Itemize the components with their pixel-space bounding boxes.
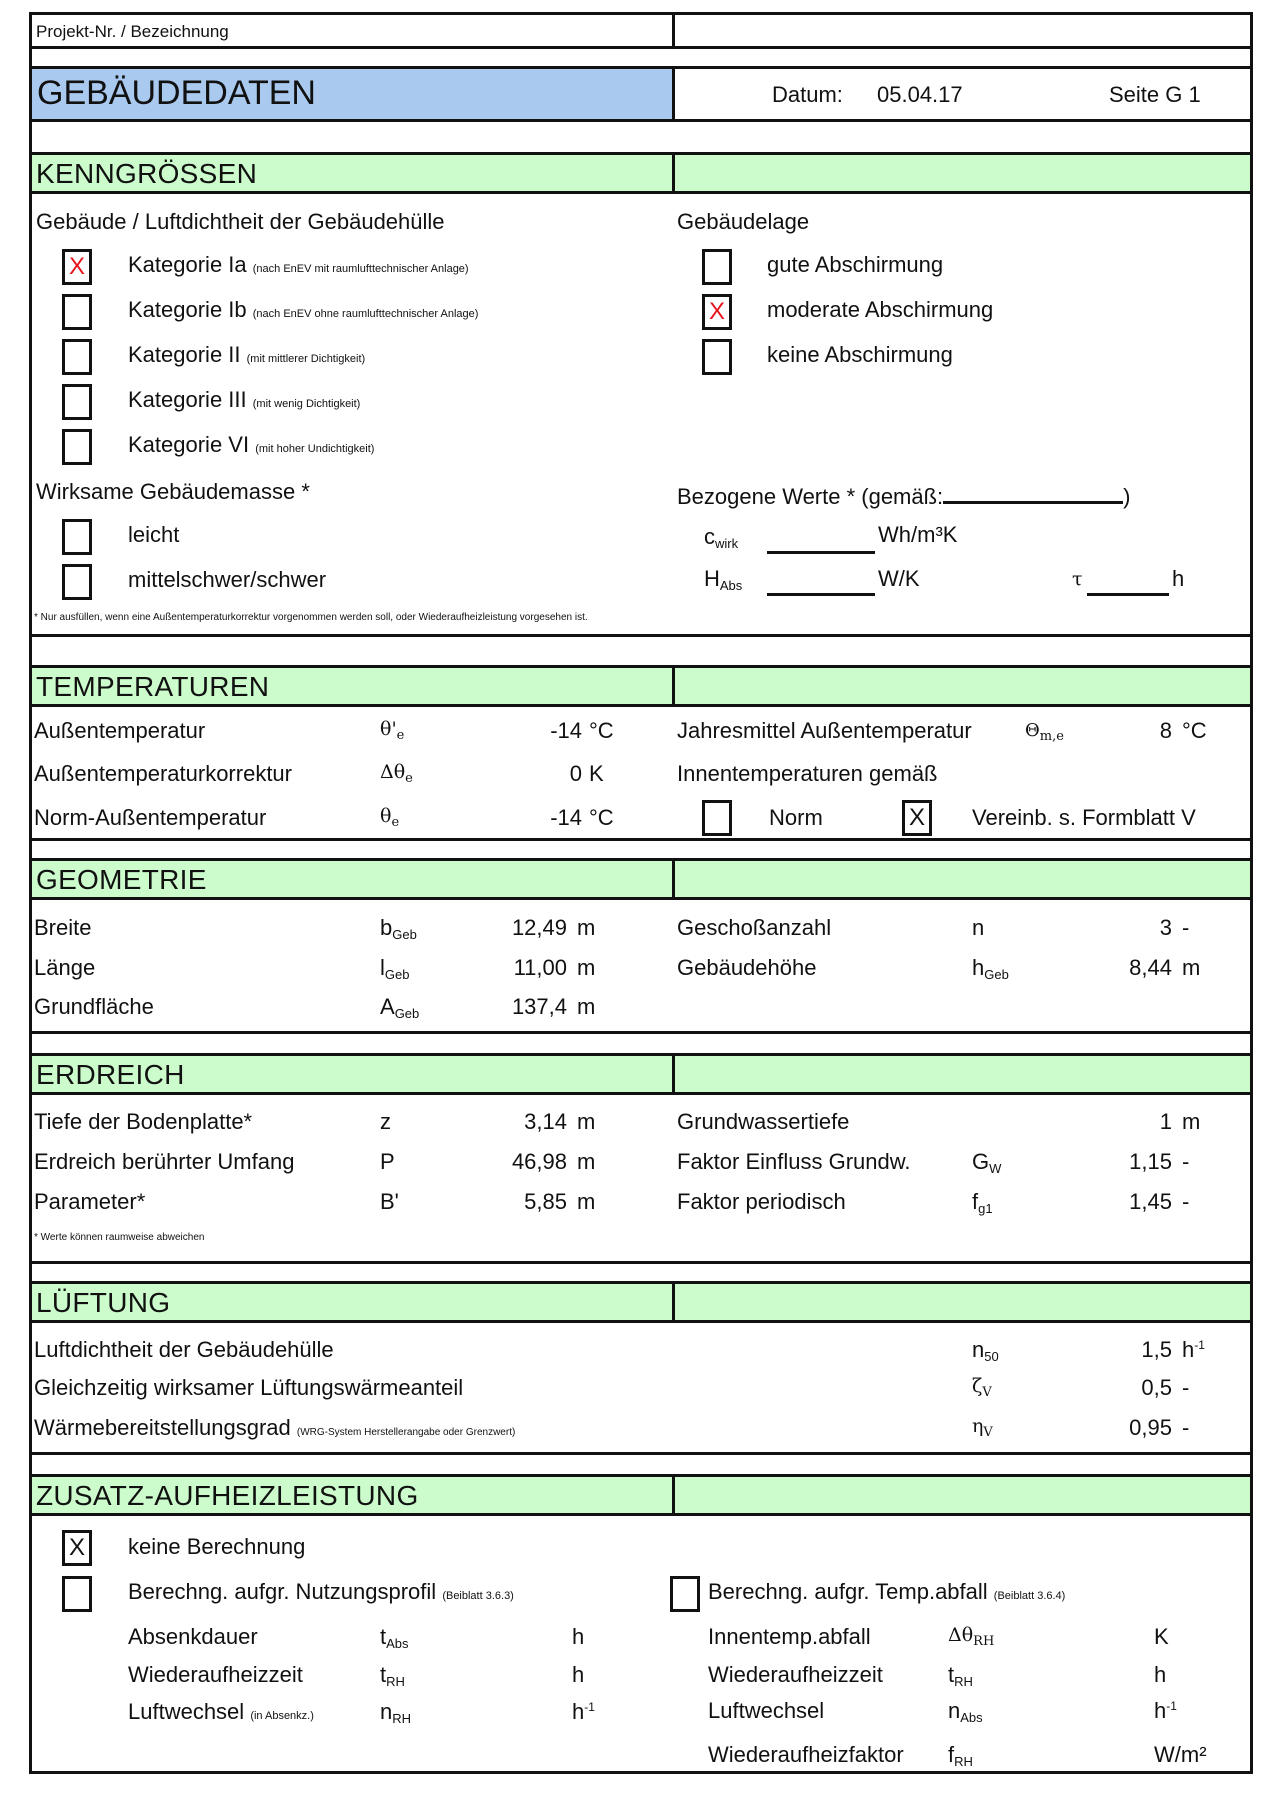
section-title-cell (32, 1477, 675, 1513)
ref-heading-text: Bezogene Werte * (gemäß: (677, 484, 944, 509)
geo-label: Breite (34, 915, 92, 940)
soil-unit: m (1182, 1109, 1201, 1134)
location-label: gute Abschirmung (767, 252, 944, 277)
inner-temp-heading: Innentemperaturen gemäß (677, 761, 938, 786)
geo-value: 8,44 (1129, 955, 1172, 980)
geo-unit: m (1182, 955, 1201, 980)
section-body-erdreich (29, 1092, 1253, 1264)
soil-symbol: B' (380, 1189, 399, 1214)
category-item (128, 432, 374, 458)
annual-temp-value: 8 (1159, 718, 1172, 743)
soil-unit: - (1182, 1189, 1190, 1214)
geo-symbol: $b_{Geb}$ (380, 915, 417, 942)
section-body-zusatz (29, 1513, 1253, 1774)
vent-symbol: $\eta_V$ (972, 1415, 993, 1440)
temp-value: -14 (550, 805, 582, 830)
profile-row-unit: h (572, 1624, 585, 1649)
section-body-temperaturen (29, 704, 1253, 841)
soil-value: 5,85 (524, 1189, 567, 1214)
checkbox-keine-abschirmung[interactable] (702, 339, 732, 375)
vent-unit: $h^{-1}$ (1182, 1337, 1205, 1362)
soil-value: 1 (1159, 1109, 1172, 1134)
kenngroessen-footnote: * Nur ausfüllen, wenn eine Außentemperaturkorrektur vorgenommen werden soll, oder Wiederaufheizleistung vorgesehen ist. (34, 612, 588, 623)
soil-value: 46,98 (511, 1149, 567, 1174)
soil-unit: - (1182, 1149, 1190, 1174)
category-note: (nach EnEV ohne raumlufttechnischer Anlage) (252, 308, 479, 320)
soil-symbol: P (380, 1149, 395, 1174)
section-title: TEMPERATUREN (36, 671, 270, 702)
inner-option-label: Vereinb. s. Formblatt V (972, 805, 1196, 830)
section-title: ZUSATZ-AUFHEIZLEISTUNG (36, 1480, 419, 1511)
soil-label: Faktor periodisch (677, 1189, 846, 1214)
checkbox-norm[interactable] (702, 800, 732, 836)
section-header-geometrie (29, 858, 1253, 900)
vent-label: Gleichzeitig wirksamer Lüftungswärmeanteil (34, 1375, 464, 1400)
tau-field[interactable] (1087, 569, 1169, 596)
airtight-heading: Gebäude / Luftdichtheit der Gebäudehülle (36, 209, 445, 234)
temp-label: Außentemperatur (34, 718, 206, 743)
checkbox-mittelschwer[interactable] (62, 564, 92, 600)
vent-value: 0,95 (1129, 1415, 1172, 1440)
section-header-erdreich (29, 1053, 1253, 1095)
temp-row-symbol: $t_{RH}$ (948, 1662, 973, 1689)
geo-unit: m (577, 915, 596, 940)
soil-value: 1,15 (1129, 1149, 1172, 1174)
geo-value: 11,00 (513, 955, 567, 980)
category-label: Kategorie Ia (128, 252, 247, 277)
geo-symbol: n (972, 915, 985, 940)
temp-row-label: Wiederaufheizzeit (708, 1662, 883, 1687)
none-label: keine Berechnung (128, 1534, 306, 1559)
annual-temp-symbol: $\Theta_{m,e}$ (1025, 720, 1064, 744)
annual-temp-label: Jahresmittel Außentemperatur (677, 718, 972, 743)
category-item (128, 342, 365, 368)
profile-row-label: Wiederaufheizzeit (128, 1662, 303, 1687)
category-note: (mit wenig Dichtigkeit) (252, 398, 361, 410)
section-title: ERDREICH (36, 1059, 185, 1090)
category-note: (mit mittlerer Dichtigkeit) (246, 353, 366, 365)
category-label: Kategorie Ib (128, 297, 247, 322)
temp-row-unit: K (1154, 1624, 1169, 1649)
inner-option-label: Norm (769, 805, 823, 830)
profile-row-symbol: $t_{RH}$ (380, 1662, 405, 1689)
category-label: Kategorie II (128, 342, 241, 367)
temp-symbol: $\theta'_e$ (380, 718, 405, 743)
profile-row-label: Absenkdauer (128, 1624, 258, 1649)
geo-unit: m (577, 955, 596, 980)
temp-row-symbol: $\Delta\theta_{RH}$ (948, 1624, 995, 1649)
soil-unit: m (577, 1109, 596, 1134)
vent-unit: - (1182, 1415, 1190, 1440)
temp-row-unit: $h^{-1}$ (1154, 1698, 1177, 1723)
category-item (128, 297, 478, 323)
section-title-cell (32, 1056, 675, 1092)
temp-value: -14 (550, 718, 582, 743)
location-heading: Gebäudelage (677, 209, 810, 234)
temp-row-label: Luftwechsel (708, 1698, 825, 1723)
soil-label: Grundwassertiefe (677, 1109, 850, 1134)
checkbox-moderate-abschirmung[interactable]: X (702, 294, 732, 330)
category-item (128, 387, 360, 413)
location-label: moderate Abschirmung (767, 297, 994, 322)
temp-value: 0 (569, 761, 582, 786)
vent-value: 1,5 (1141, 1337, 1172, 1362)
temp-label: Außentemperaturkorrektur (34, 761, 292, 786)
page-number: Seite G 1 (1109, 82, 1201, 107)
checkbox-nutzungsprofil[interactable] (62, 1576, 92, 1612)
profile-row-symbol: $t_{Abs}$ (380, 1624, 409, 1651)
checkbox-keine-berechnung[interactable]: X (62, 1530, 92, 1566)
section-header-lueftung (29, 1281, 1253, 1323)
soil-unit: m (577, 1189, 596, 1214)
annual-temp-unit: °C (1182, 718, 1207, 743)
c-wirk-symbol: $c_{wirk}$ (704, 524, 739, 551)
section-title: GEOMETRIE (36, 864, 207, 895)
h-abs-field[interactable] (767, 569, 875, 596)
profile-row-symbol: $n_{RH}$ (380, 1699, 412, 1726)
soil-symbol: z (380, 1109, 391, 1134)
mass-heading: Wirksame Gebäudemasse * (36, 479, 310, 504)
checkbox-temp-abfall[interactable] (670, 1576, 700, 1612)
title-row (29, 66, 1253, 122)
geo-label: Geschoßanzahl (677, 915, 832, 940)
temp-symbol: $\theta_e$ (380, 805, 400, 830)
geo-value: 137,4 (511, 994, 567, 1019)
section-header-zusatz (29, 1474, 1253, 1516)
vent-unit: - (1182, 1375, 1190, 1400)
section-title-cell (32, 1284, 675, 1320)
soil-value: 3,14 (524, 1109, 567, 1134)
project-label-cell (32, 15, 675, 46)
checkbox-kategorie-vi[interactable] (62, 429, 92, 465)
vent-label: Wärmebereitstellungsgrad (WRG-System Herstellerangabe oder Grenzwert) (34, 1415, 516, 1440)
c-wirk-field[interactable] (767, 527, 875, 554)
temp-unit: °C (589, 718, 614, 743)
temp-row-symbol: $n_{Abs}$ (948, 1698, 983, 1725)
temp-row-unit: W/m² (1154, 1742, 1207, 1767)
h-abs-symbol: $H_{Abs}$ (704, 566, 743, 593)
section-title-cell (32, 861, 675, 897)
ref-close: ) (1123, 484, 1131, 509)
temp-drop-label: Berechng. aufgr. Temp.abfall (Beiblatt 3.6.4) (708, 1579, 1066, 1604)
date-value: 05.04.17 (877, 82, 963, 107)
tau-unit: h (1172, 566, 1185, 591)
profile-row-unit: h (572, 1662, 585, 1687)
category-label: Kategorie III (128, 387, 247, 412)
checkbox-kategorie-ii[interactable] (62, 339, 92, 375)
category-note: (nach EnEV mit raumlufttechnischer Anlage) (252, 263, 469, 275)
temp-row-label: Innentemp.abfall (708, 1624, 871, 1649)
section-title-cell (32, 155, 675, 191)
location-label: keine Abschirmung (767, 342, 953, 367)
soil-unit: m (577, 1149, 596, 1174)
section-title: KENNGRÖSSEN (36, 158, 258, 189)
checkbox-leicht[interactable] (62, 519, 92, 555)
checkbox-kategorie-iii[interactable] (62, 384, 92, 420)
section-body-kenngroessen (29, 191, 1253, 637)
geo-value: 12,49 (511, 915, 567, 940)
vent-value: 0,5 (1141, 1375, 1172, 1400)
section-body-geometrie (29, 897, 1253, 1034)
tau-symbol: τ (1072, 568, 1083, 590)
geo-symbol: $A_{Geb}$ (380, 994, 420, 1021)
profile-row-unit: $h^{-1}$ (572, 1699, 595, 1724)
geo-symbol: $h_{Geb}$ (972, 955, 1009, 982)
soil-label: Erdreich berührter Umfang (34, 1149, 295, 1174)
soil-label: Parameter* (34, 1189, 146, 1214)
section-title: LÜFTUNG (36, 1287, 171, 1318)
title-cell (32, 69, 675, 119)
checkbox-gute-abschirmung[interactable] (702, 249, 732, 285)
c-wirk-unit: Wh/m³K (878, 522, 958, 547)
temp-label: Norm-Außentemperatur (34, 805, 267, 830)
project-label: Projekt-Nr. / Bezeichnung (36, 22, 229, 41)
category-label: Kategorie VI (128, 432, 250, 457)
section-title-cell (32, 668, 675, 704)
checkbox-vereinbarung[interactable]: X (902, 800, 932, 836)
section-header-temperaturen (29, 665, 1253, 707)
soil-symbol: $f_{g1}$ (972, 1189, 993, 1216)
section-body-lueftung (29, 1320, 1253, 1455)
profile-row-label: Luftwechsel (in Absenkz.) (128, 1699, 314, 1724)
temp-row-label: Wiederaufheizfaktor (708, 1742, 904, 1767)
project-row (29, 12, 1253, 49)
profile-label: Berechng. aufgr. Nutzungsprofil (Beiblatt 3.6.3) (128, 1579, 514, 1604)
temp-unit: K (589, 761, 604, 786)
page-title: GEBÄUDEDATEN (37, 74, 316, 112)
vent-symbol: $n_{50}$ (972, 1337, 999, 1364)
geo-unit: - (1182, 915, 1190, 940)
ref-heading (677, 479, 1131, 510)
erdreich-footnote: * Werte können raumweise abweichen (34, 1232, 205, 1243)
soil-label: Tiefe der Bodenplatte* (34, 1109, 253, 1134)
spacer-row (29, 119, 1253, 155)
date-label: Datum: (772, 82, 843, 107)
checkbox-kategorie-ia[interactable]: X (62, 249, 92, 285)
geo-value: 3 (1159, 915, 1172, 940)
soil-label: Faktor Einfluss Grundw. (677, 1149, 911, 1174)
temp-symbol: $\Delta\theta_e$ (380, 761, 413, 786)
temp-row-symbol: $f_{RH}$ (948, 1742, 973, 1769)
mass-label: leicht (128, 522, 180, 547)
vent-label: Luftdichtheit der Gebäudehülle (34, 1337, 334, 1362)
geo-label: Gebäudehöhe (677, 955, 817, 980)
vent-symbol: $\zeta_V$ (972, 1375, 992, 1400)
temp-unit: °C (589, 805, 614, 830)
section-header-kenngroessen (29, 152, 1253, 194)
category-note: (mit hoher Undichtigkeit) (255, 443, 375, 455)
category-item (128, 252, 469, 278)
geo-label: Grundfläche (34, 994, 154, 1019)
h-abs-unit: W/K (878, 566, 920, 591)
geo-unit: m (577, 994, 596, 1019)
geo-symbol: $l_{Geb}$ (380, 955, 410, 982)
soil-value: 1,45 (1129, 1189, 1172, 1214)
spacer-row (29, 634, 1253, 668)
soil-symbol: $G_W$ (972, 1149, 1002, 1176)
mass-label: mittelschwer/schwer (128, 567, 327, 592)
geo-label: Länge (34, 955, 96, 980)
ref-standard-field[interactable] (943, 479, 1123, 504)
checkbox-kategorie-ib[interactable] (62, 294, 92, 330)
temp-row-unit: h (1154, 1662, 1167, 1687)
